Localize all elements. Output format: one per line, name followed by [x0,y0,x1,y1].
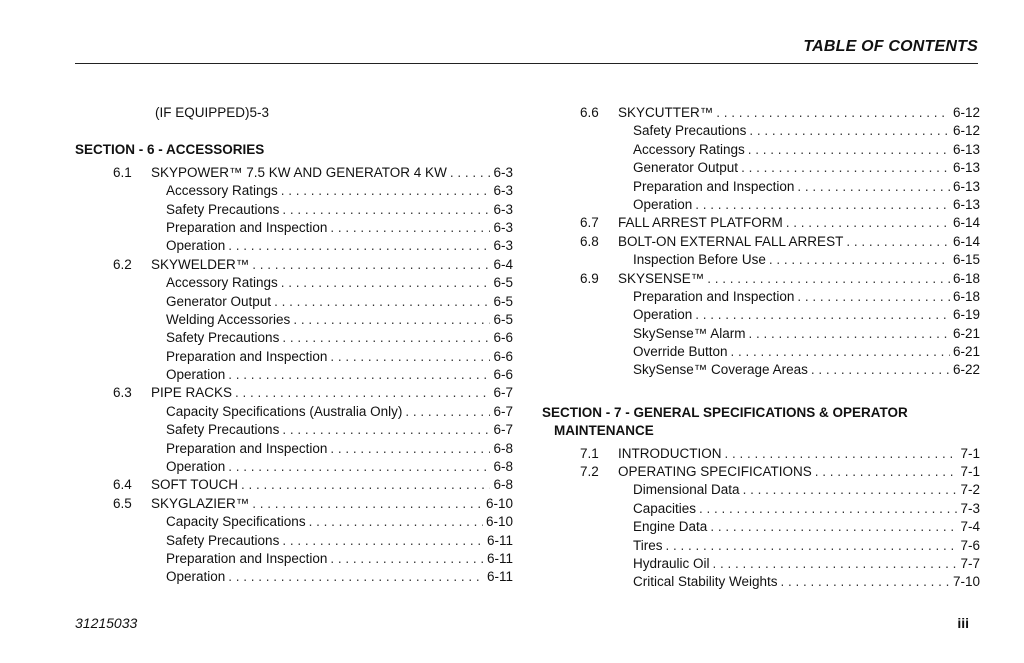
toc-entry-title: Safety Precautions [166,201,280,217]
toc-entry-title: Welding Accessories [166,311,291,327]
toc-entry-title: SkySense™ Alarm [633,325,746,341]
toc-entry[interactable] [75,182,513,200]
toc-entry-page: 6-13 [952,196,980,212]
toc-entry[interactable] [75,256,513,274]
toc-entry-title: Capacity Specifications [166,514,306,530]
toc-entry-title: Preparation and Inspection [166,551,328,566]
toc-leader-dots [330,219,490,237]
toc-entry[interactable] [75,274,513,292]
toc-entry-title: FALL ARREST PLATFORM [618,215,783,231]
toc-entry-title: Safety Precautions [166,422,280,438]
toc-entry[interactable] [542,463,980,481]
toc-entry[interactable] [542,141,980,159]
toc-entry-title: Operation [166,367,226,383]
toc-entry-page: 6-10 [485,514,513,530]
toc-entry[interactable] [542,104,980,122]
toc-entry-title: Generator Output [633,160,739,176]
toc-list-section-6b [542,104,980,380]
toc-leader-dots [235,384,490,402]
toc-entry[interactable] [75,219,513,237]
toc-entry-title: PIPE RACKS [151,385,233,401]
toc-entry-title: Operation [166,569,226,585]
toc-entry[interactable] [75,348,513,366]
toc-entry-title: Safety Precautions [166,330,280,346]
toc-entry-title: Critical Stability Weights [633,574,778,590]
toc-leader-dots [282,532,484,550]
toc-entry-title: Operation [166,459,226,475]
toc-leader-dots [274,293,490,311]
toc-right-column [542,104,980,592]
spacer [542,380,980,404]
toc-entry-title: INTRODUCTION [618,445,722,461]
toc-leader-dots [228,237,490,255]
toc-entry-page: 7-1 [960,464,980,480]
toc-leader-dots [748,141,950,159]
toc-entry-page: 6-12 [952,105,980,120]
toc-entry-title: Override Button [633,344,728,360]
toc-entry-title: Tires [633,537,663,553]
toc-continuation-line [75,104,513,122]
toc-leader-dots [741,159,950,177]
toc-leader-dots [743,481,958,499]
toc-entry-page: 6-13 [952,160,980,176]
toc-entry[interactable] [75,495,513,513]
toc-leader-dots [815,463,958,481]
toc-entry-number: 6.2 [113,256,132,272]
toc-entry-number: 6.6 [580,105,599,120]
toc-entry-page: 6-13 [952,178,980,194]
toc-leader-dots [731,343,950,361]
toc-entry-title: OPERATING SPECIFICATIONS [618,464,812,480]
toc-leader-dots [699,500,957,518]
toc-entry-page: 6-5 [493,311,513,327]
toc-leader-dots [749,122,950,140]
toc-entry-page: 6-5 [493,275,513,291]
toc-entry-title: Operation [166,238,226,254]
toc-entry-page: 7-3 [960,500,980,516]
toc-leader-dots [330,348,490,366]
toc-entry-page: 6-21 [952,344,980,360]
toc-entry-page: 6-6 [493,348,513,364]
toc-entry-page: 6-3 [493,219,513,235]
toc-entry-title: SKYGLAZIER™ [151,495,250,511]
toc-entry[interactable] [542,196,980,214]
toc-entry-page: 6-3 [493,183,513,199]
toc-entry[interactable] [75,476,513,494]
toc-entry[interactable] [75,458,513,476]
toc-entry-title: BOLT-ON EXTERNAL FALL ARREST [618,233,844,249]
toc-entry[interactable] [542,270,980,288]
toc-leader-dots [846,233,950,251]
page-number: iii [957,615,969,631]
toc-list-section-6a [75,164,513,587]
toc-leader-dots [695,306,950,324]
toc-entry[interactable] [542,288,980,306]
toc-leader-dots [666,537,958,555]
toc-entry-page: 6-10 [485,495,513,511]
toc-entry-page: 6-14 [952,215,980,231]
toc-entry[interactable] [542,573,980,591]
toc-entry-page: 6-7 [493,422,513,438]
toc-entry[interactable] [75,403,513,421]
toc-leader-dots [811,361,950,379]
toc-leader-dots [695,196,950,214]
section-6-heading: SECTION - 6 - ACCESSORIES [75,142,265,158]
toc-leader-dots [228,366,490,384]
toc-entry[interactable] [542,537,980,555]
toc-entry-page: 6-7 [493,403,513,419]
document-number: 31215033 [75,615,138,631]
toc-leader-dots [252,495,483,513]
toc-entry[interactable] [542,518,980,536]
toc-entry-title: Operation [633,196,693,212]
toc-entry-page: 6-6 [493,367,513,383]
toc-entry-title: SkySense™ Coverage Areas [633,362,808,378]
toc-entry-page: 7-1 [960,445,980,461]
toc-entry-title: SKYCUTTER™ [618,105,714,120]
section-7-heading-line2: MAINTENANCE [554,423,654,439]
toc-entry[interactable] [542,361,980,379]
toc-entry-title: Generator Output [166,293,272,309]
toc-entry[interactable] [75,329,513,347]
toc-entry-page: 6-8 [493,459,513,475]
toc-entry-title: SKYPOWER™ 7.5 KW AND GENERATOR 4 KW [151,164,447,180]
toc-leader-dots [769,251,950,269]
toc-leader-dots [707,270,950,288]
page-header-title: TABLE OF CONTENTS [803,38,978,55]
section-7-heading [542,404,980,441]
toc-entry-title: Preparation and Inspection [166,348,328,364]
spacer [75,122,513,141]
toc-entry-title: Safety Precautions [166,532,280,548]
toc-entry[interactable] [542,343,980,361]
toc-entry-number: 6.8 [580,233,599,249]
toc-entry-page: 6-19 [952,307,980,323]
toc-entry-page: 6-13 [952,141,980,157]
toc-entry-title: Accessory Ratings [166,183,278,199]
toc-leader-dots [713,555,958,573]
toc-continuation-text: (IF EQUIPPED)5-3 [155,105,270,120]
toc-entry-page: 7-6 [960,537,980,553]
toc-leader-dots [797,288,950,306]
toc-entry-page: 6-7 [493,385,513,401]
toc-leader-dots [725,445,958,463]
toc-entry-title: SOFT TOUCH [151,477,239,493]
toc-entry-title: Capacities [633,500,697,516]
toc-entry[interactable] [542,214,980,232]
toc-entry[interactable] [542,159,980,177]
toc-entry-page: 6-18 [952,288,980,304]
toc-entry-page: 7-10 [952,574,980,590]
toc-entry[interactable] [75,293,513,311]
toc-entry-title: Preparation and Inspection [166,440,328,456]
toc-leader-dots [282,201,490,219]
toc-entry-page: 6-14 [952,233,980,249]
toc-entry-page: 7-7 [960,556,980,572]
toc-leader-dots [241,476,490,494]
toc-entry-page: 7-2 [960,482,980,498]
toc-leader-dots [330,440,490,458]
toc-leader-dots [309,513,483,531]
toc-leader-dots [781,573,950,591]
toc-entry[interactable] [75,532,513,550]
toc-entry[interactable] [542,251,980,269]
header-divider [75,63,978,64]
toc-leader-dots [786,214,950,232]
toc-leader-dots [228,568,484,586]
toc-entry-page: 6-8 [493,440,513,456]
toc-leader-dots [450,164,491,182]
toc-entry[interactable] [75,201,513,219]
toc-entry[interactable] [75,513,513,531]
toc-leader-dots [228,458,490,476]
toc-entry-title: Hydraulic Oil [633,556,710,572]
toc-entry-title: Preparation and Inspection [633,288,795,304]
toc-entry-page: 6-15 [952,252,980,268]
toc-entry-title: SKYSENSE™ [618,270,705,286]
section-7-heading-line1: SECTION - 7 - GENERAL SPECIFICATIONS & OPERATOR [542,404,908,420]
toc-entry-page: 6-3 [493,164,513,180]
toc-entry-title: Preparation and Inspection [166,219,328,235]
toc-entry[interactable] [75,421,513,439]
toc-entry-page: 6-22 [952,362,980,378]
toc-entry-number: 6.5 [113,495,132,511]
toc-entry-page: 6-11 [486,551,513,566]
toc-entry[interactable] [75,568,513,586]
toc-entry[interactable] [75,237,513,255]
toc-leader-dots [281,274,491,292]
toc-entry[interactable] [75,311,513,329]
toc-entry[interactable] [542,500,980,518]
toc-leader-dots [282,421,490,439]
toc-entry-page: 6-4 [493,256,513,272]
toc-entry-number: 6.4 [113,477,132,493]
toc-entry-title: Safety Precautions [633,123,747,139]
toc-leader-dots [281,182,491,200]
toc-entry[interactable] [542,178,980,196]
toc-entry-title: Preparation and Inspection [633,178,795,194]
toc-leader-dots [330,550,484,568]
toc-list-section-7 [542,445,980,592]
toc-entry-page: 6-6 [493,330,513,346]
toc-entry-page: 6-8 [493,477,513,493]
toc-entry-page: 6-3 [493,201,513,217]
toc-entry-number: 7.2 [580,464,599,480]
toc-leader-dots [252,256,490,274]
toc-leader-dots [293,311,490,329]
toc-entry[interactable] [542,555,980,573]
toc-leader-dots [405,403,490,421]
toc-entry-title: Accessory Ratings [166,275,278,291]
toc-leader-dots [282,329,490,347]
toc-entry-page: 6-5 [493,293,513,309]
toc-entry-title: Engine Data [633,519,708,535]
toc-entry-number: 6.9 [580,270,599,286]
toc-entry-number: 6.3 [113,385,132,401]
toc-entry-page: 6-21 [952,325,980,341]
toc-entry-page: 6-11 [486,532,513,548]
toc-entry-page: 6-18 [952,270,980,286]
toc-entry[interactable] [542,445,980,463]
toc-entry[interactable] [542,325,980,343]
toc-leader-dots [797,178,950,196]
toc-leader-dots [716,104,950,122]
toc-entry-number: 6.7 [580,215,599,231]
toc-entry[interactable] [75,164,513,182]
toc-entry-title: Accessory Ratings [633,141,745,157]
toc-entry-title: Inspection Before Use [633,252,766,268]
toc-entry-page: 6-11 [486,569,513,585]
toc-entry-page: 6-3 [493,238,513,254]
toc-entry-title: Operation [633,307,693,323]
toc-entry-page: 6-12 [952,123,980,139]
toc-entry[interactable] [542,481,980,499]
toc-entry[interactable] [75,384,513,402]
toc-entry[interactable] [75,366,513,384]
toc-entry[interactable] [75,440,513,458]
toc-entry-title: Capacity Specifications (Australia Only) [166,403,403,419]
toc-entry-title: SKYWELDER™ [151,256,250,272]
toc-entry-title: Dimensional Data [633,482,740,498]
toc-entry[interactable] [542,233,980,251]
toc-entry[interactable] [75,550,513,568]
toc-entry-number: 7.1 [580,445,599,461]
toc-leader-dots [749,325,950,343]
toc-leader-dots [710,518,957,536]
toc-entry-number: 6.1 [113,164,132,180]
toc-left-column [75,104,513,587]
toc-entry-page: 7-4 [960,519,980,535]
toc-entry[interactable] [542,122,980,140]
toc-entry[interactable] [542,306,980,324]
